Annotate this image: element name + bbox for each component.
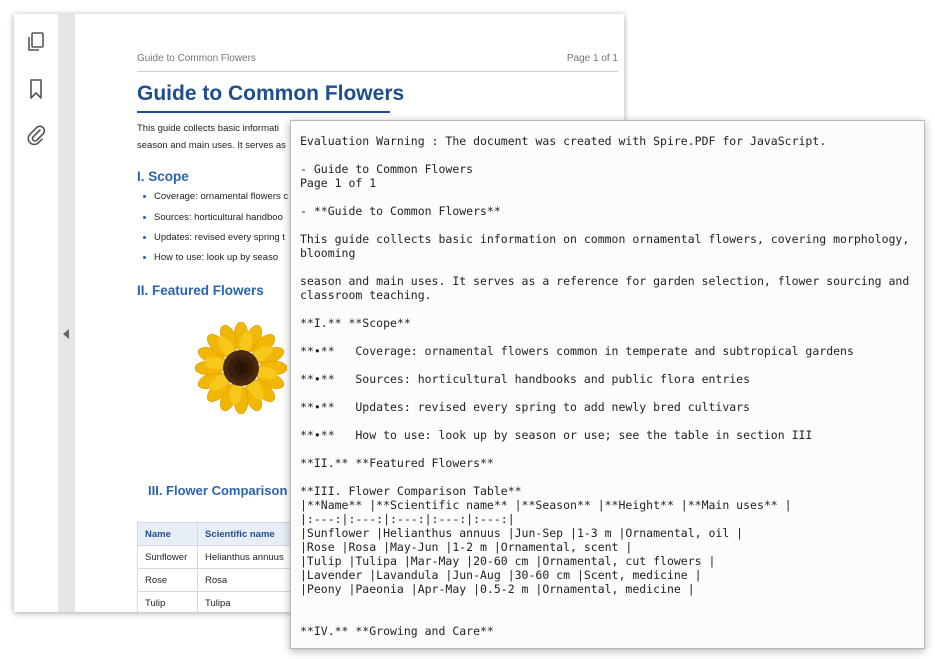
page-number: Page 1 of 1	[566, 53, 618, 64]
text-line	[300, 330, 920, 344]
text-line: |Lavender |Lavandula |Jun-Aug |30-60 cm |Scent, medicine |	[300, 568, 702, 582]
text-line: |Peony |Paeonia |Apr-May |0.5-2 m |Ornamental, medicine |	[300, 582, 695, 596]
text-line: **IV.** **Growing and Care**	[300, 624, 494, 638]
chevron-left-icon	[63, 329, 69, 339]
text-line	[300, 386, 920, 400]
intro-line: This guide collects basic informati	[137, 123, 280, 134]
page-header-title: Guide to Common Flowers	[137, 53, 256, 64]
text-line	[300, 190, 920, 204]
bullet-dot	[143, 236, 146, 239]
table-row	[138, 546, 293, 569]
sidebar-collapse-handle[interactable]	[58, 14, 75, 612]
table-row	[138, 569, 293, 592]
table-cell: Tulipa	[198, 592, 293, 613]
paperclip-icon[interactable]	[23, 121, 49, 147]
text-line: **•** Coverage: ornamental flowers common in temperate and subtropical gardens	[300, 344, 854, 358]
text-line: **•** How to use: look up by season or use; see the table in section III	[300, 428, 813, 442]
bullet-text: How to use: look up by seaso	[154, 252, 279, 263]
text-line: |**Name** |**Scientific name** |**Season** |**Height** |**Main uses** |	[300, 498, 792, 512]
bullet-item	[143, 232, 285, 243]
copy-pages-icon[interactable]	[23, 29, 49, 55]
text-line: |Rose |Rosa |May-Jun |1-2 m |Ornamental, scent |	[300, 540, 633, 554]
bullet-item	[143, 252, 278, 263]
text-line: **III. Flower Comparison Table**	[300, 484, 522, 498]
table-cell: Rose	[138, 569, 198, 592]
extracted-text-window[interactable]	[290, 120, 925, 649]
text-line	[300, 260, 920, 274]
text-line: |Tulip |Tulipa |Mar-May |20-60 cm |Ornamental, cut flowers |	[300, 554, 716, 568]
text-line: |Sunflower |Helianthus annuus |Jun-Sep |1-3 m |Ornamental, oil |	[300, 526, 744, 540]
bullet-text: Coverage: ornamental flowers c	[154, 191, 289, 202]
text-line	[300, 470, 920, 484]
document-title: Guide to Common Flowers	[137, 82, 405, 105]
bullet-dot	[143, 256, 146, 259]
scope-heading: I. Scope	[137, 169, 189, 184]
bookmark-icon[interactable]	[23, 76, 49, 102]
comparison-table	[137, 522, 293, 612]
text-line	[300, 302, 920, 316]
text-line: blooming	[300, 246, 356, 260]
comparison-heading: III. Flower Comparison	[148, 483, 288, 498]
text-line	[300, 596, 920, 610]
table-row	[138, 592, 293, 613]
text-line: **I.** **Scope**	[300, 316, 411, 330]
title-underline	[137, 111, 390, 113]
text-line	[300, 442, 920, 456]
column-header: Name	[138, 523, 198, 546]
text-line: Evaluation Warning : The document was created with Spire.PDF for JavaScript.	[300, 134, 827, 148]
bullet-item	[143, 191, 288, 202]
text-line: season and main uses. It serves as a reference for garden selection, flower sourcing and	[300, 274, 910, 288]
text-line: - Guide to Common Flowers	[300, 162, 474, 176]
text-line	[300, 218, 920, 232]
table-cell: Sunflower	[138, 546, 198, 569]
extracted-text-content[interactable]	[300, 134, 920, 638]
bullet-dot	[143, 195, 146, 198]
intro-line: season and main uses. It serves as	[137, 140, 286, 151]
viewer-sidebar	[14, 14, 58, 612]
text-line: classroom teaching.	[300, 288, 432, 302]
text-line: This guide collects basic information on common ornamental flowers, covering morphology,	[300, 232, 910, 246]
bullet-text: Sources: horticultural handboo	[154, 212, 283, 223]
table-cell: Rosa	[198, 569, 293, 592]
bullet-text: Updates: revised every spring t	[154, 232, 285, 243]
table-cell: Tulip	[138, 592, 198, 613]
text-line: **•** Sources: horticultural handbooks and public flora entries	[300, 372, 751, 386]
text-line: **•** Updates: revised every spring to add newly bred cultivars	[300, 400, 751, 414]
text-line: **II.** **Featured Flowers**	[300, 456, 494, 470]
bullet-dot	[143, 216, 146, 219]
bullet-item	[143, 212, 283, 223]
text-line: - **Guide to Common Flowers**	[300, 204, 501, 218]
sunflower-image	[195, 322, 287, 414]
text-line: |:---:|:---:|:---:|:---:|:---:|	[300, 512, 515, 526]
table-cell: Helianthus annuus	[198, 546, 293, 569]
text-line: Page 1 of 1	[300, 176, 377, 190]
text-line	[300, 358, 920, 372]
header-divider	[137, 71, 618, 72]
text-line	[300, 414, 920, 428]
column-header: Scientific name	[198, 523, 293, 546]
featured-heading: II. Featured Flowers	[137, 283, 264, 298]
text-line	[300, 610, 920, 624]
text-line	[300, 148, 920, 162]
table-header-row	[138, 523, 293, 546]
